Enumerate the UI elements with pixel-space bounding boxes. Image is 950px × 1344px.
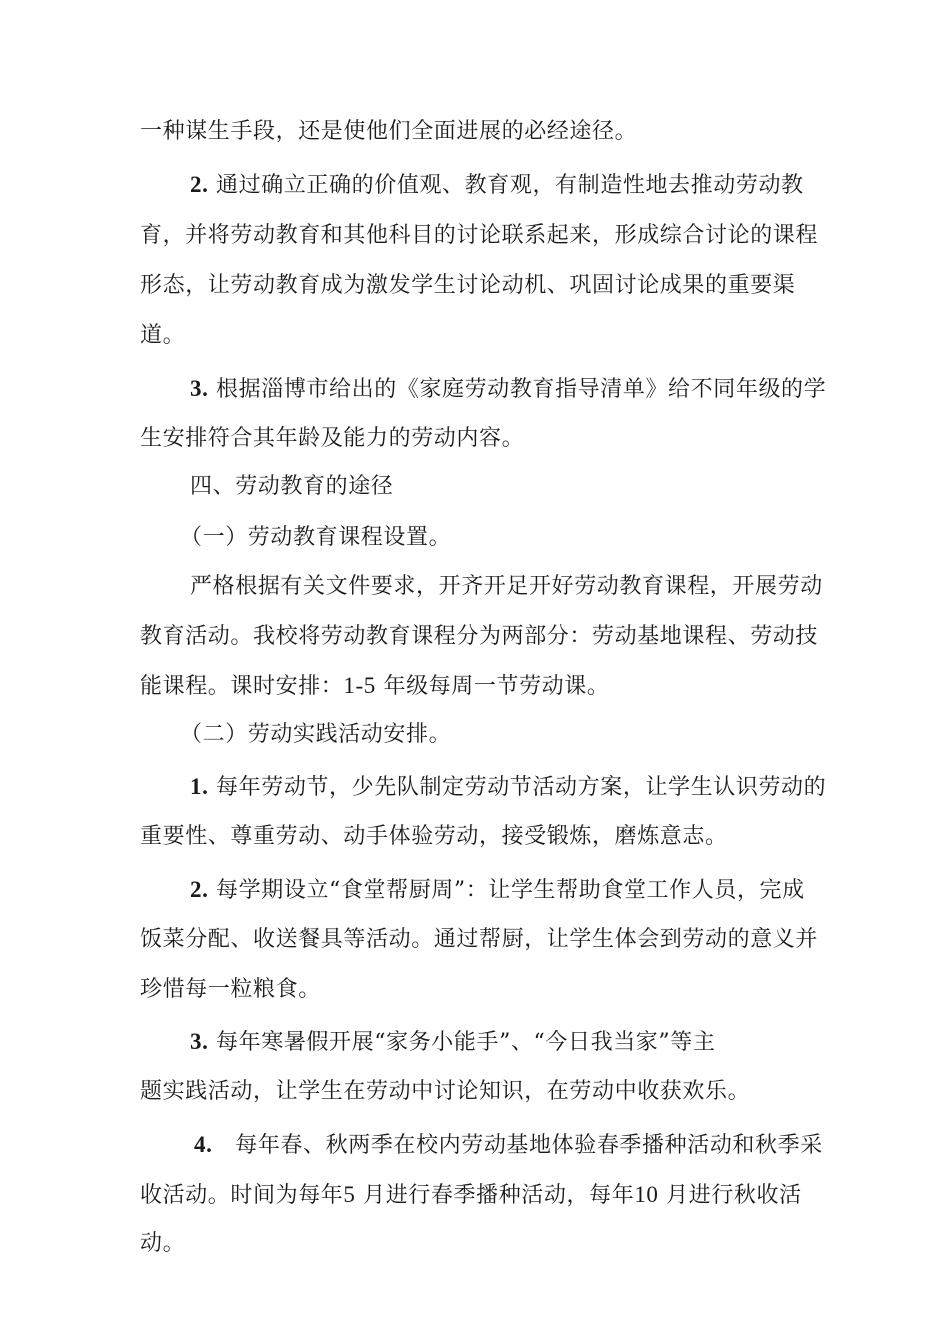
text-span: 珍惜每一粒粮食。	[140, 977, 321, 1002]
text-span: 四、劳动教育的途径	[190, 474, 394, 499]
text-line	[140, 1077, 750, 1107]
text-span: 严格根据有关文件要求，开齐开足开好劳动教育课程，开展劳动	[190, 574, 823, 599]
text-span: 动。	[140, 1231, 186, 1256]
text-span: 育，并将劳动教育和其他科目的讨论联系起来，形成综合讨论的课程	[140, 223, 819, 248]
text-line	[140, 925, 818, 955]
item-number: 3.	[190, 376, 209, 401]
text-line	[140, 321, 185, 351]
text-span: 道。	[140, 323, 186, 348]
text-span: 根据淄博市给出的《家庭劳动教育指导清单》给不同年级的学	[208, 377, 827, 402]
text-line	[190, 170, 804, 201]
text-span: 饭菜分配、收送餐具等活动。通过帮厨，让学生体会到劳动的意义并	[140, 927, 819, 952]
item-number: 3.	[190, 1029, 209, 1054]
text-span: 年级每周一节劳动课。	[375, 674, 610, 699]
text-span: （一）劳动教育课程设置。	[180, 525, 452, 550]
text-span: 每学期设立“食堂帮厨周”：让学生帮助食堂工作人员，完成	[208, 878, 805, 903]
text-span: 每年劳动节，少先队制定劳动节活动方案，让学生认识劳动的	[208, 775, 827, 800]
text-span: 收活动。时间为每年	[140, 1183, 344, 1208]
text-span: 教育活动。我校将劳动教育课程分为两部分：劳动基地课程、劳动技	[140, 624, 819, 649]
text-line	[190, 772, 826, 803]
text-line	[194, 1130, 823, 1161]
text-line	[190, 875, 805, 906]
text-span: 重要性、尊重劳动、动手体验劳动，接受锻炼，磨炼意志。	[140, 824, 728, 849]
text-span: 月进行秋收活	[658, 1183, 802, 1208]
text-span: 形态，让劳动教育成为激发学生讨论动机、巩固讨论成果的重要渠	[140, 273, 796, 298]
text-span: 每年寒暑假开展“家务小能手”、“今日我当家”等主	[208, 1030, 716, 1055]
grade-range: 1-5	[343, 673, 376, 698]
section-heading	[190, 472, 393, 502]
text-span: 题实践活动，让学生在劳动中讨论知识，在劳动中收获欢乐。	[140, 1079, 751, 1104]
text-span: （二）劳动实践活动安排。	[180, 722, 452, 747]
item-number: 2.	[190, 172, 209, 197]
text-line	[140, 117, 637, 147]
text-line	[140, 221, 818, 251]
text-line	[190, 374, 826, 405]
text-line	[140, 271, 795, 301]
text-span: 每年春、秋两季在校内劳动基地体验春季播种活动和秋季采	[212, 1133, 823, 1158]
subsection-heading	[180, 720, 451, 750]
item-number: 1.	[190, 774, 209, 799]
month-number: 5	[343, 1182, 356, 1207]
text-line	[140, 622, 818, 652]
text-span: 通过确立正确的价值观、教育观，有制造性地去推动劳动教	[208, 173, 804, 198]
text-span: 生安排符合其年龄及能力的劳动内容。	[140, 426, 525, 451]
text-line	[190, 572, 823, 602]
item-number: 4.	[194, 1132, 213, 1157]
item-number: 2.	[190, 877, 209, 902]
month-number: 10	[634, 1182, 659, 1207]
text-span: 能课程。课时安排：	[140, 674, 344, 699]
subsection-heading	[180, 523, 451, 553]
text-line	[140, 1180, 802, 1211]
text-line	[140, 671, 609, 702]
text-span: 月进行春季播种活动，每年	[355, 1183, 635, 1208]
text-line	[140, 424, 524, 454]
text-line	[140, 1229, 185, 1259]
text-line	[140, 975, 321, 1005]
text-span: 一种谋生手段，还是使他们全面进展的必经途径。	[140, 119, 638, 144]
text-line	[190, 1027, 715, 1058]
text-line	[140, 822, 728, 852]
